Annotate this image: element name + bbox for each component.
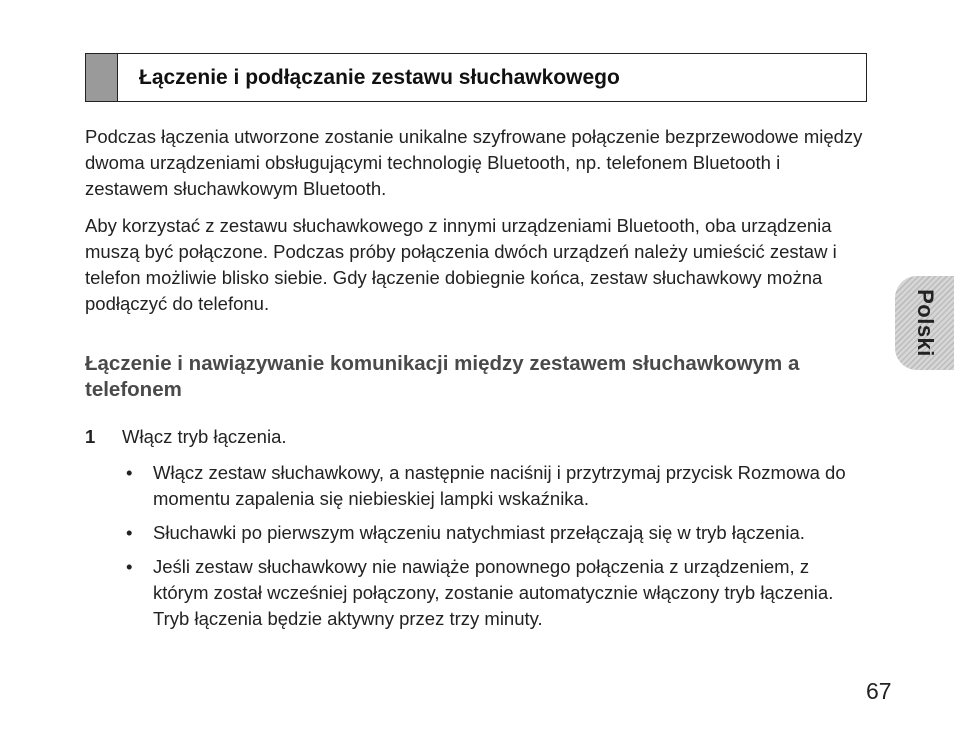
list-item-text: Jeśli zestaw słuchawkowy nie nawiąże ponownego połączenia z urządzeniem, z którym został wcześniej połączony, zostanie automatycznie włączony tryb łączenia. Tryb łączenia będzie aktywny przez trzy minuty. xyxy=(153,556,834,629)
step-number: 1 xyxy=(85,426,96,447)
bullet-list xyxy=(124,460,869,640)
bullet-icon: • xyxy=(126,462,133,483)
language-tab-label: Polski xyxy=(912,289,938,357)
section-header xyxy=(85,53,867,102)
subsection-title: Łączenie i nawiązywanie komunikacji między zestawem słuchawkowym a telefonem xyxy=(85,352,800,401)
step-text: Włącz tryb łączenia. xyxy=(122,426,287,447)
list-item-text: Włącz zestaw słuchawkowy, a następnie naciśnij i przytrzymaj przycisk Rozmowa do momentu zapalenia się niebieskiej lampki wskaźnika. xyxy=(153,462,846,509)
list-item xyxy=(124,554,869,632)
list-item-text: Słuchawki po pierwszym włączeniu natychmiast przełączają się w tryb łączenia. xyxy=(153,522,805,543)
step-1 xyxy=(85,424,287,450)
language-tab xyxy=(895,276,954,370)
page-number: 67 xyxy=(866,678,892,704)
bullet-icon: • xyxy=(126,522,133,543)
list-item xyxy=(124,460,869,512)
bullet-icon: • xyxy=(126,556,133,577)
paragraph-intro: Podczas łączenia utworzone zostanie unikalne szyfrowane połączenie bezprzewodowe między dwoma urządzeniami obsługującymi technologię Bluetooth, np. telefonem Bluetooth i zestawem słuchawkowym Bluetooth. xyxy=(85,126,863,199)
section-marker xyxy=(86,54,118,101)
list-item xyxy=(124,520,869,546)
section-title: Łączenie i podłączanie zestawu słuchawkowego xyxy=(139,65,620,89)
paragraph-pairing-info: Aby korzystać z zestawu słuchawkowego z innymi urządzeniami Bluetooth, oba urządzenia muszą być połączone. Podczas próby połączenia dwóch urządzeń należy umieścić zestaw i telefon możliwie blisko siebie. Gdy łączenie dobiegnie końca, zestaw słuchawkowy można podłączyć do telefonu. xyxy=(85,215,837,314)
